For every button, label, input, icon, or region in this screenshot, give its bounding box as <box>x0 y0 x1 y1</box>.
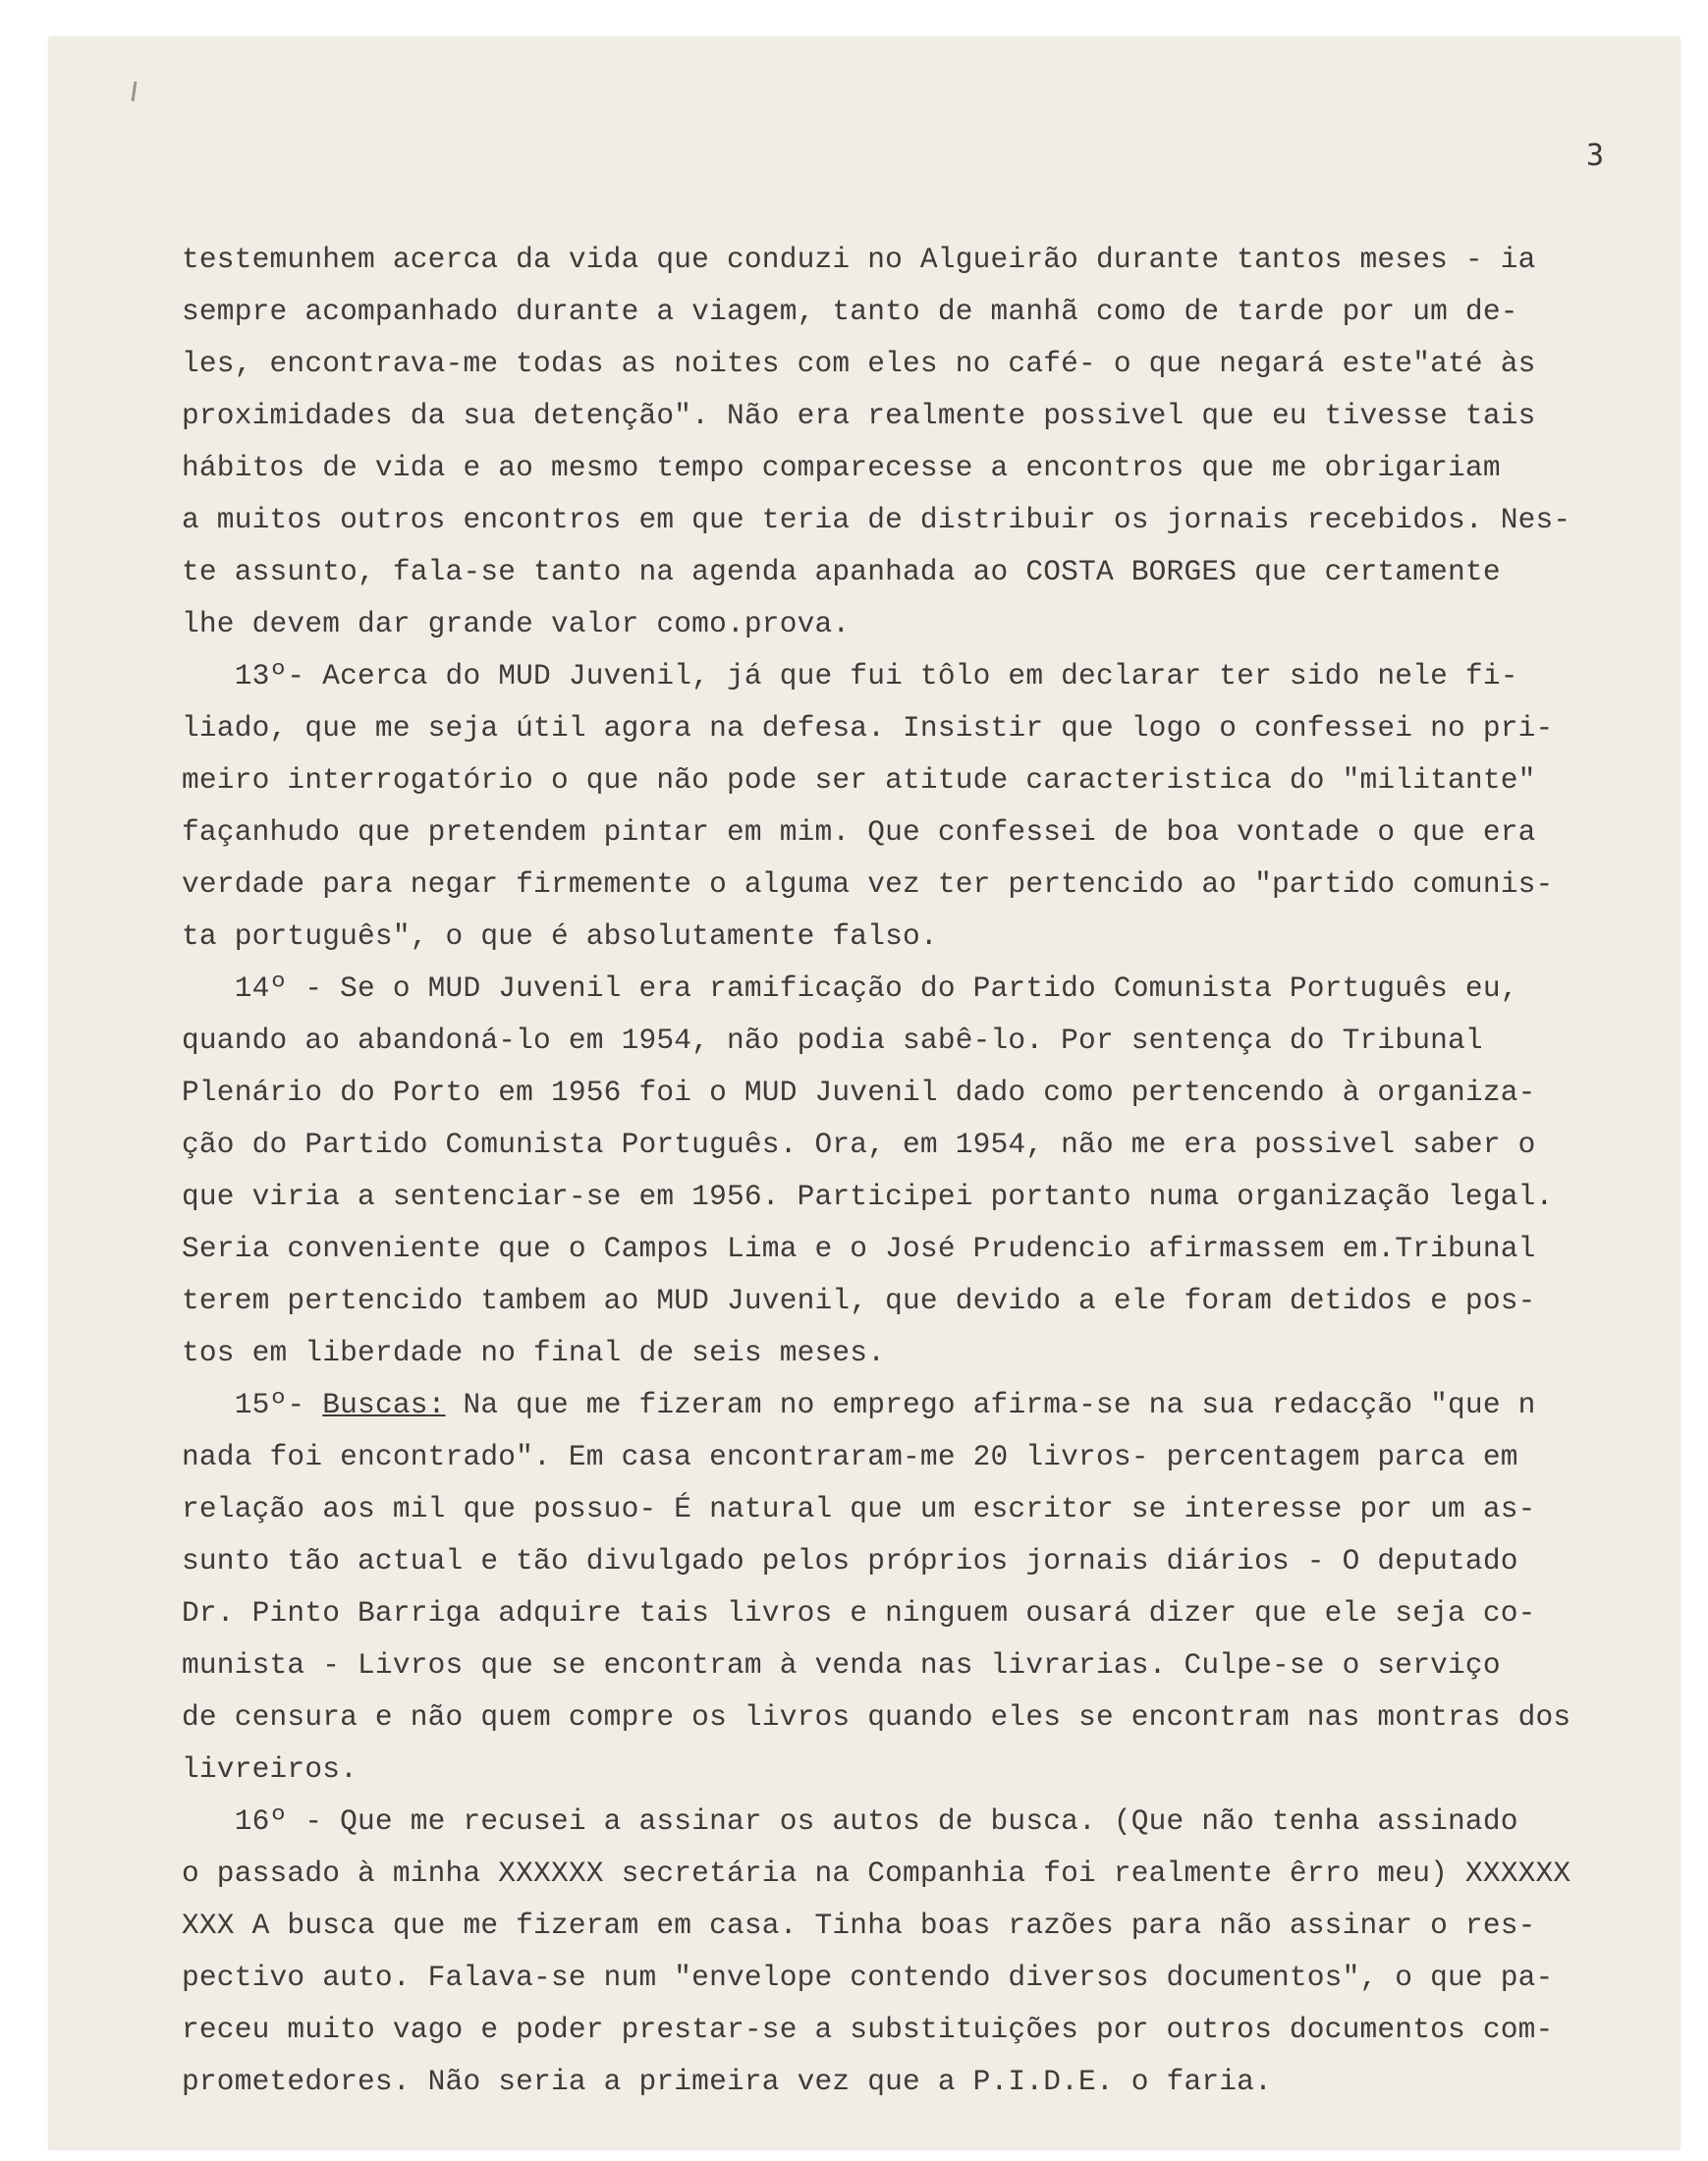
text-line: meiro interrogatório o que não pode ser atitude caracteristica do "militante" <box>182 763 1536 797</box>
paragraph-16-start: 16º - Que me recusei a assinar os autos de busca. (Que não tenha assinado <box>182 1804 1518 1838</box>
text-line: Seria conveniente que o Campos Lima e o José Prudencio afirmassem em.Tribunal <box>182 1232 1536 1265</box>
paragraph-15-start <box>182 1379 1680 1431</box>
typewritten-page <box>49 37 1680 2149</box>
text-line: o passado à minha XXXXXX secretária na Companhia foi realmente êrro meu) XXXXXX <box>182 1856 1571 1890</box>
text-line: proximidades da sua detenção". Não era realmente possivel que eu tivesse tais <box>182 399 1536 432</box>
paragraph-15-number: 15º- <box>182 1388 323 1421</box>
text-line: livreiros. <box>182 1752 358 1786</box>
text-line: sunto tão actual e tão divulgado pelos próprios jornais diários - O deputado <box>182 1544 1518 1578</box>
paragraph-13-start: 13º- Acerca do MUD Juvenil, já que fui tôlo em declarar ter sido nele fi- <box>182 659 1518 693</box>
text-line: pectivo auto. Falava-se num "envelope contendo diversos documentos", o que pa- <box>182 1961 1554 1994</box>
text-line: que viria a sentenciar-se em 1956. Participei portanto numa organização legal. <box>182 1180 1554 1213</box>
text-line: ta português", o que é absolutamente falso. <box>182 919 938 953</box>
paragraph-14-start: 14º - Se o MUD Juvenil era ramificação do Partido Comunista Português eu, <box>182 971 1518 1005</box>
text-line: façanhudo que pretendem pintar em mim. Que confessei de boa vontade o que era <box>182 815 1536 849</box>
text-line: relação aos mil que possuo- É natural que um escritor se interesse por um as- <box>182 1492 1536 1525</box>
paragraph-15-text: Na que me fizeram no emprego afirma-se na sua redacção "que n <box>445 1388 1536 1421</box>
text-line: quando ao abandoná-lo em 1954, não podia sabê-lo. Por sentença do Tribunal <box>182 1024 1483 1057</box>
text-line: te assunto, fala-se tanto na agenda apanhada ao COSTA BORGES que certamente <box>182 555 1501 588</box>
text-line: terem pertencido tambem ao MUD Juvenil, que devido a ele foram detidos e pos- <box>182 1284 1536 1317</box>
text-line: liado, que me seja útil agora na defesa. Insistir que logo o confessei no pri- <box>182 711 1554 745</box>
text-line: munista - Livros que se encontram à venda nas livrarias. Culpe-se o serviço <box>182 1648 1501 1682</box>
text-line: Dr. Pinto Barriga adquire tais livros e ninguem ousará dizer que ele seja co- <box>182 1596 1536 1630</box>
text-line: les, encontrava-me todas as noites com eles no café- o que negará este"até às <box>182 347 1536 380</box>
document-body <box>182 234 1680 2108</box>
text-line: sempre acompanhado durante a viagem, tanto de manhã como de tarde por um de- <box>182 295 1518 328</box>
buscas-heading: Buscas: <box>322 1388 446 1421</box>
text-line: hábitos de vida e ao mesmo tempo comparecesse a encontros que me obrigariam <box>182 451 1501 484</box>
text-line: lhe devem dar grande valor como.prova. <box>182 607 851 640</box>
text-line: XXX A busca que me fizeram em casa. Tinha boas razões para não assinar o res- <box>182 1909 1536 1942</box>
text-line: testemunhem acerca da vida que conduzi no Algueirão durante tantos meses - ia <box>182 243 1536 276</box>
text-line: tos em liberdade no final de seis meses. <box>182 1336 886 1369</box>
paper-mark <box>132 82 138 101</box>
text-line: Plenário do Porto em 1956 foi o MUD Juvenil dado como pertencendo à organiza- <box>182 1076 1536 1109</box>
text-line: receu muito vago e poder prestar-se a substituições por outros documentos com- <box>182 2013 1554 2046</box>
text-line: a muitos outros encontros em que teria de distribuir os jornais recebidos. Nes- <box>182 503 1571 536</box>
text-line: prometedores. Não seria a primeira vez que a P.I.D.E. o faria. <box>182 2065 1272 2098</box>
text-line: verdade para negar firmemente o alguma vez ter pertencido ao "partido comunis- <box>182 867 1554 901</box>
page-number: 3 <box>1586 139 1605 173</box>
text-line: nada foi encontrado". Em casa encontraram-me 20 livros- percentagem parca em <box>182 1440 1518 1473</box>
text-line: de censura e não quem compre os livros quando eles se encontram nas montras dos <box>182 1700 1571 1734</box>
text-line: ção do Partido Comunista Português. Ora, em 1954, não me era possivel saber o <box>182 1128 1536 1161</box>
